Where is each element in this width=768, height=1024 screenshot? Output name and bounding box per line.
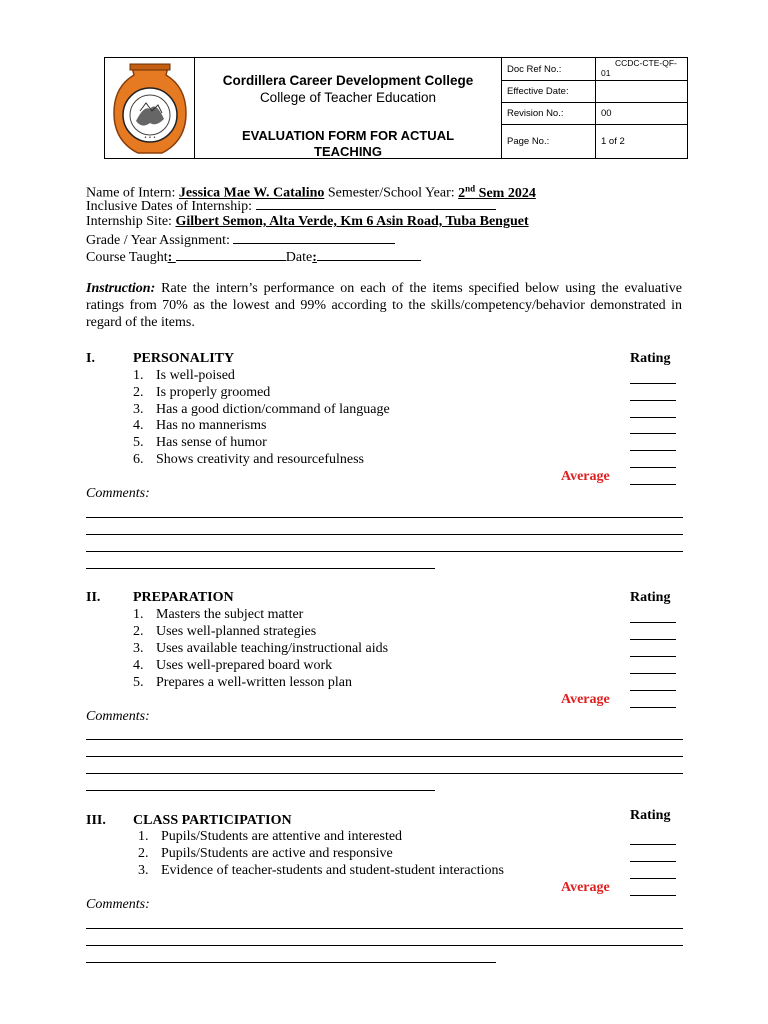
average-field[interactable] <box>630 484 676 485</box>
internship-site-line: Internship Site: Gilbert Semon, Alta Verde, Km 6 Asin Road, Tuba Benguet <box>86 214 529 229</box>
grade-assignment-line: Grade / Year Assignment: <box>86 231 395 249</box>
comments-label: Comments: <box>86 486 150 501</box>
list-item: 5. Has sense of humor <box>133 435 267 450</box>
average-label: Average <box>561 692 610 707</box>
average-label: Average <box>561 880 610 895</box>
internship-dates-line: Inclusive Dates of Internship: <box>86 197 496 215</box>
intern-name: Jessica Mae W. Catalino <box>178 185 325 201</box>
svg-text:• • •: • • • <box>143 135 157 141</box>
rating-field[interactable] <box>630 433 676 434</box>
page-label: Page No.: <box>507 136 550 147</box>
comment-line[interactable] <box>86 773 683 774</box>
comment-line[interactable] <box>86 945 683 946</box>
comment-line[interactable] <box>86 756 683 757</box>
list-item: 1. Is well-poised <box>133 368 235 383</box>
rating-field[interactable] <box>630 467 676 468</box>
doc-ref-value: CCDC-CTE-QF- 01 <box>601 58 677 78</box>
date-field[interactable] <box>317 248 421 261</box>
grade-assignment-field[interactable] <box>233 231 395 244</box>
comment-line[interactable] <box>86 568 435 569</box>
list-item: 1. Pupils/Students are attentive and interested <box>138 829 403 844</box>
comment-line[interactable] <box>86 739 683 740</box>
comment-line[interactable] <box>86 534 683 535</box>
internship-site: Gilbert Semon, Alta Verde, Km 6 Asin Road, Tuba Benguet <box>175 214 529 229</box>
rating-field[interactable] <box>630 450 676 451</box>
rating-header: Rating <box>630 351 671 366</box>
list-item: 3. Evidence of teacher-students and student-student interactions <box>138 863 504 878</box>
section-title-class-participation: CLASS PARTICIPATION <box>133 813 292 828</box>
comment-line[interactable] <box>86 928 683 929</box>
intern-name-line: Name of Intern: Jessica Mae W. Catalino Semester/School Year: 2nd Sem 2024 <box>86 183 536 201</box>
list-item: 2. Pupils/Students are active and responsive <box>138 846 393 861</box>
rating-field[interactable] <box>630 656 676 657</box>
list-item: 4. Uses well-prepared board work <box>133 658 333 673</box>
list-item: 6. Shows creativity and resourcefulness <box>133 452 364 467</box>
average-field[interactable] <box>630 707 676 708</box>
effective-date-label: Effective Date: <box>507 86 569 97</box>
rating-field[interactable] <box>630 383 676 384</box>
college-seal-icon <box>110 61 190 157</box>
rating-field[interactable] <box>630 417 676 418</box>
comment-line[interactable] <box>86 790 435 791</box>
comments-label: Comments: <box>86 709 150 724</box>
form-title: EVALUATION FORM FOR ACTUAL TEACHING <box>241 128 455 159</box>
list-item: 2. Is properly groomed <box>133 385 271 400</box>
comment-line[interactable] <box>86 517 683 518</box>
comments-label: Comments: <box>86 897 150 912</box>
list-item: 5. Prepares a well-written lesson plan <box>133 675 352 690</box>
comment-line[interactable] <box>86 962 496 963</box>
rating-field[interactable] <box>630 878 676 879</box>
semester-value: 2nd Sem 2024 <box>458 183 536 201</box>
list-item: 1. Masters the subject matter <box>133 607 304 622</box>
comment-line[interactable] <box>86 551 683 552</box>
rating-header: Rating <box>630 808 671 823</box>
rating-field[interactable] <box>630 622 676 623</box>
instruction-paragraph: Instruction: Rate the intern’s performance on each of the items specified below using the evaluative ratings from 70% as the lowest and 99% according to the skills/competency/behavior demonstrated in regard of the items. <box>86 281 682 330</box>
page-value: 1 of 2 <box>601 136 625 147</box>
rating-field[interactable] <box>630 844 676 845</box>
average-field[interactable] <box>630 895 676 896</box>
department-name: College of Teacher Education <box>259 90 437 105</box>
list-item: 2. Uses well-planned strategies <box>133 624 317 639</box>
course-date-line: Course Taught: Date: <box>86 248 421 266</box>
revision-label: Revision No.: <box>507 108 564 119</box>
revision-value: 00 <box>601 108 612 119</box>
rating-field[interactable] <box>630 639 676 640</box>
college-name: Cordillera Career Development College <box>222 73 474 88</box>
list-item: 4. Has no mannerisms <box>133 418 267 433</box>
rating-field[interactable] <box>630 400 676 401</box>
section-title-personality: PERSONALITY <box>133 351 235 366</box>
rating-header: Rating <box>630 590 671 605</box>
rating-field[interactable] <box>630 673 676 674</box>
doc-ref-label: Doc Ref No.: <box>507 64 562 75</box>
section-number: I. <box>86 351 95 366</box>
section-title-preparation: PREPARATION <box>133 590 234 605</box>
rating-field[interactable] <box>630 861 676 862</box>
internship-dates-field[interactable] <box>256 197 496 210</box>
section-number: II. <box>86 590 101 605</box>
average-label: Average <box>561 469 610 484</box>
document-header <box>104 57 688 159</box>
section-number: III. <box>86 813 106 828</box>
rating-field[interactable] <box>630 690 676 691</box>
course-taught-field[interactable] <box>176 248 286 261</box>
list-item: 3. Uses available teaching/instructional aids <box>133 641 389 656</box>
list-item: 3. Has a good diction/command of language <box>133 402 390 417</box>
